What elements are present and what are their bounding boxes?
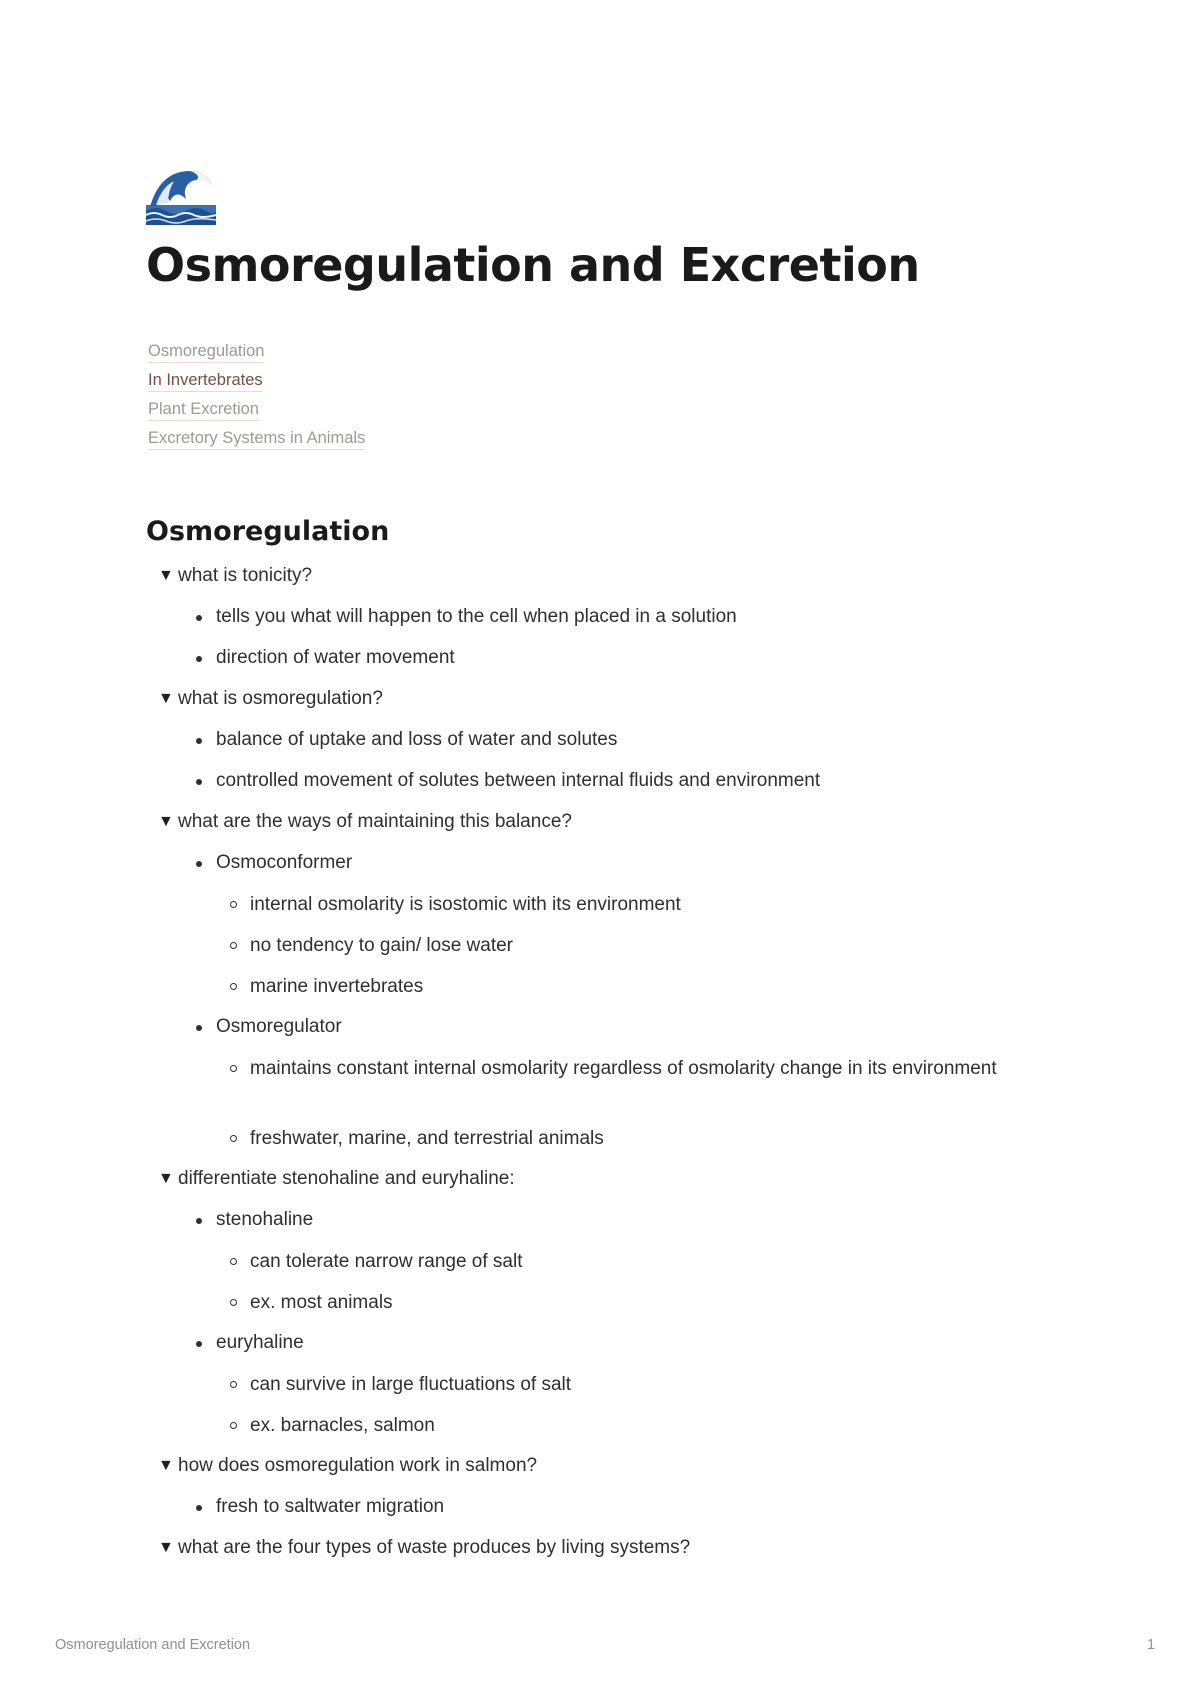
toc-link-osmoregulation[interactable]: Osmoregulation [148, 341, 264, 363]
list-item [194, 603, 1046, 644]
list-item-text: euryhaline [216, 1332, 304, 1353]
list-item-text: tells you what will happen to the cell when placed in a solution [216, 606, 737, 627]
list-item-text: balance of uptake and loss of water and solutes [216, 729, 618, 750]
list-item [194, 1206, 1046, 1329]
caret-down-icon[interactable]: ▼ [158, 1539, 174, 1556]
toggle-header[interactable] [158, 562, 1046, 603]
sub-list-item-text: ex. most animals [250, 1292, 393, 1313]
toggle-block [158, 562, 1046, 685]
sub-list-item [228, 1124, 1046, 1165]
toggle-question: what is tonicity? [178, 565, 313, 586]
toggle-block [158, 685, 1046, 808]
page-number: 1 [1147, 1637, 1156, 1653]
page-title: Osmoregulation and Excretion [146, 238, 920, 292]
toggle-header[interactable] [158, 1534, 1046, 1575]
toggle-header[interactable] [158, 808, 1046, 849]
sub-list-item-text: can survive in large fluctuations of salt [250, 1374, 572, 1395]
toc-link-in-invertebrates[interactable]: In Invertebrates [148, 370, 263, 392]
sub-list-item [228, 1370, 1046, 1411]
toggle-question: what is osmoregulation? [178, 688, 383, 709]
list-item-text: stenohaline [216, 1209, 314, 1230]
footer-title: Osmoregulation and Excretion [55, 1637, 251, 1653]
toggle-header[interactable] [158, 685, 1046, 726]
circle-bullet-icon [230, 983, 237, 990]
list-item [194, 849, 1046, 1013]
circle-bullet-icon [230, 1258, 237, 1265]
circle-bullet-icon [230, 1422, 237, 1429]
wave-icon [146, 165, 216, 225]
circle-bullet-icon [230, 901, 237, 908]
caret-down-icon[interactable]: ▼ [158, 567, 174, 584]
sub-list-item [228, 1411, 1046, 1452]
toc-link-excretory-systems[interactable]: Excretory Systems in Animals [148, 428, 365, 450]
toggle-block [158, 1452, 1046, 1534]
toc-link-plant-excretion[interactable]: Plant Excretion [148, 399, 259, 421]
caret-down-icon[interactable]: ▼ [158, 1170, 174, 1187]
list-item-text: Osmoconformer [216, 852, 353, 873]
list-item-text: fresh to saltwater migration [216, 1496, 445, 1517]
sub-list-item [228, 972, 1046, 1013]
circle-bullet-icon [230, 1135, 237, 1142]
toggle-question: what are the ways of maintaining this balance? [178, 811, 572, 832]
list-item [194, 767, 1046, 808]
bullet-icon [196, 1218, 202, 1224]
circle-bullet-icon [230, 1381, 237, 1388]
table-of-contents [148, 341, 1046, 450]
sub-list-item-text: ex. barnacles, salmon [250, 1415, 435, 1436]
sub-list-item [228, 890, 1046, 931]
toggle-header[interactable] [158, 1452, 1046, 1493]
bullet-icon [196, 779, 202, 785]
sub-list-item [228, 1288, 1046, 1329]
toggle-block [158, 1534, 1046, 1575]
toggle-question: differentiate stenohaline and euryhaline: [178, 1168, 515, 1189]
list-item [194, 1329, 1046, 1452]
bullet-icon [196, 656, 202, 662]
page-content [146, 165, 1046, 1575]
bullet-icon [196, 615, 202, 621]
list-item-text: Osmoregulator [216, 1016, 342, 1037]
list-item-text: controlled movement of solutes between internal fluids and environment [216, 770, 821, 791]
circle-bullet-icon [230, 1065, 237, 1072]
toggle-header[interactable] [158, 1165, 1046, 1206]
sub-list-item-text: maintains constant internal osmolarity regardless of osmolarity change in its environment [250, 1058, 997, 1079]
caret-down-icon[interactable]: ▼ [158, 690, 174, 707]
list-item [194, 644, 1046, 685]
sub-list-item-text: can tolerate narrow range of salt [250, 1251, 523, 1272]
toggle-block [158, 808, 1046, 1165]
sub-list-item-text: marine invertebrates [250, 976, 424, 997]
sub-list-item [228, 931, 1046, 972]
sub-list-item-text: freshwater, marine, and terrestrial animals [250, 1128, 604, 1149]
sub-list-item-text: internal osmolarity is isostomic with its environment [250, 894, 681, 915]
circle-bullet-icon [230, 942, 237, 949]
list-item [194, 1013, 1046, 1165]
toggle-block [158, 1165, 1046, 1452]
sub-list-item [228, 1054, 1046, 1124]
caret-down-icon[interactable]: ▼ [158, 1457, 174, 1474]
bullet-icon [196, 1341, 202, 1347]
list-item [194, 1493, 1046, 1534]
bullet-icon [196, 1025, 202, 1031]
bullet-icon [196, 1505, 202, 1511]
toggle-question: how does osmoregulation work in salmon? [178, 1455, 538, 1476]
bullet-icon [196, 861, 202, 867]
toggle-question: what are the four types of waste produces by living systems? [178, 1537, 691, 1558]
caret-down-icon[interactable]: ▼ [158, 813, 174, 830]
list-item [194, 726, 1046, 767]
section-heading: Osmoregulation [146, 516, 390, 547]
bullet-icon [196, 738, 202, 744]
sub-list-item-text: no tendency to gain/ lose water [250, 935, 514, 956]
sub-list-item [228, 1247, 1046, 1288]
list-item-text: direction of water movement [216, 647, 455, 668]
circle-bullet-icon [230, 1299, 237, 1306]
